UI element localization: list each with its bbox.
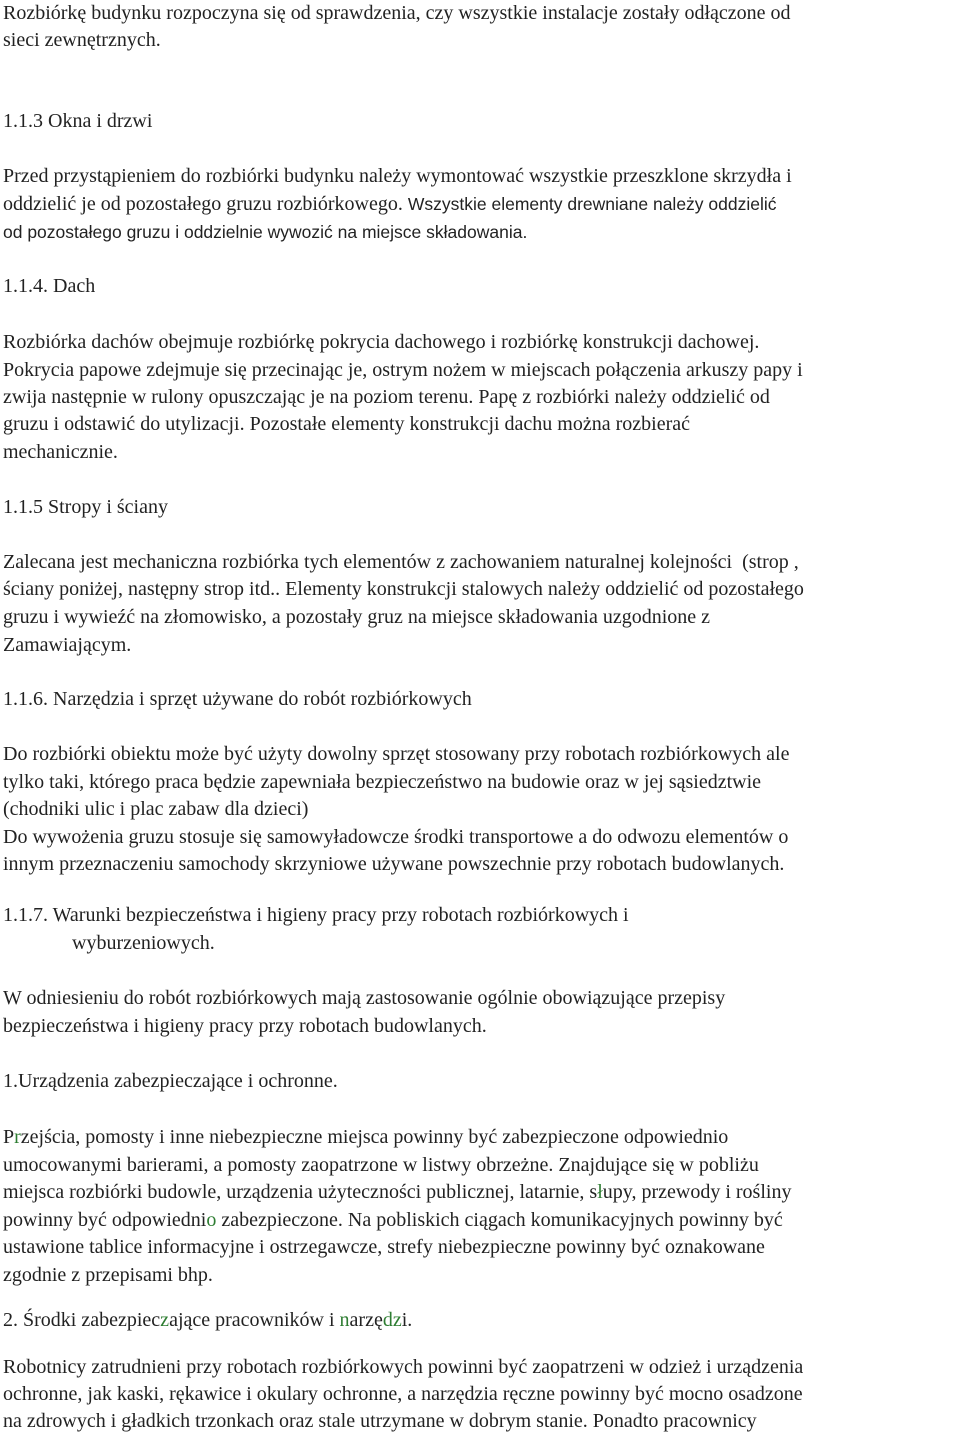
section-heading: 1.1.5 Stropy i ściany	[3, 496, 168, 518]
paragraph-line: zgodnie z przepisami bhp.	[3, 1264, 213, 1286]
paragraph-line: Zamawiającym.	[3, 634, 132, 656]
paragraph-line: gruzu i wywieźć na złomowisko, a pozostały gruz na miejsce składowania uzgodnione z	[3, 606, 711, 628]
paragraph-line: Przed przystąpieniem do rozbiórki budynku należy wymontować wszystkie przeszklone skrzydła i	[3, 165, 792, 187]
text-run: i.	[401, 1309, 413, 1331]
paragraph-line: od pozostałego gruzu i oddzielnie wywozić na miejsce składowania.	[3, 222, 528, 242]
paragraph-line: sieci zewnętrznych.	[3, 29, 161, 51]
text-run: P	[3, 1126, 15, 1148]
paragraph-line: Rozbiórkę budynku rozpoczyna się od sprawdzenia, czy wszystkie instalacje zostały odłączone od	[3, 2, 791, 24]
text-run: miejsca rozbiórki budowle, urządzenia użyteczności publicznej, latarnie, s	[3, 1181, 598, 1203]
text-run: gruzu i odstawić do utylizacji.	[3, 413, 250, 435]
paragraph-line	[3, 411, 690, 437]
text-run: oddzielić je od pozostałego gruzu rozbiórkowego.	[3, 193, 408, 215]
section-heading	[3, 1307, 412, 1333]
paragraph-line: Do rozbiórki obiektu może być użyty dowolny sprzęt stosowany przy robotach rozbiórkowych ale	[3, 743, 790, 765]
paragraph-line: umocowanymi barierami, a pomosty zaopatrzone w listwy obrzeżne. Znajdujące się w pobliżu	[3, 1154, 759, 1176]
section-heading: 1.1.3 Okna i drzwi	[3, 110, 153, 132]
text-run: zejścia, pomosty i inne niebezpieczne miejsca powinny być zabezpieczone odpowiednio	[20, 1126, 729, 1148]
text-run: Papę z rozbiórki należy oddzielić od	[478, 386, 770, 408]
text-run: powinny być odpowiedni	[3, 1209, 207, 1231]
paragraph-line: tylko taki, którego praca będzie zapewniała bezpieczeństwo na budowie oraz w jej sąsiedztwie	[3, 771, 762, 793]
paragraph-line: ściany poniżej, następny strop itd.. Elementy konstrukcji stalowych należy oddzielić od pozostałego	[3, 578, 804, 600]
text-run: zabezpieczone. Na pobliskich ciągach komunikacyjnych powinny być	[216, 1209, 783, 1231]
paragraph-line: ustawione tablice informacyjne i ostrzegawcze, strefy niebezpieczne powinny być oznakowane	[3, 1236, 765, 1258]
paragraph-line: (chodniki ulic i plac zabaw dla dzieci)	[3, 798, 309, 820]
paragraph-line	[3, 1124, 728, 1150]
paragraph-line: Pokrycia papowe zdejmuje się przecinając je, ostrym nożem w miejscach połączenia arkuszy papy i	[3, 359, 803, 381]
text-run: 2. Środki zabezpiec	[3, 1309, 161, 1331]
text-run: Wszystkie elementy drewniane należy oddzielić	[407, 194, 777, 214]
text-run: Pozostałe elementy konstrukcji dachu można rozbierać	[249, 413, 690, 435]
green-text-run: r	[14, 1126, 21, 1148]
paragraph-line: W odniesieniu do robót rozbiórkowych mają zastosowanie ogólnie obowiązujące przepisy	[3, 987, 726, 1009]
section-heading: 1.Urządzenia zabezpieczające i ochronne.	[3, 1070, 338, 1092]
paragraph-line: ochronne, jak kaski, rękawice i okulary ochronne, a narzędzia ręczne powinny być mocno osadzone	[3, 1383, 803, 1405]
paragraph-line: mechanicznie.	[3, 441, 118, 463]
paragraph-line: bezpieczeństwa i higieny pracy przy robotach budowlanych.	[3, 1015, 487, 1037]
text-run: arzę	[349, 1309, 383, 1331]
text-run: upy, przewody i rośliny	[602, 1181, 792, 1203]
section-heading: 1.1.6. Narzędzia i sprzęt używane do robót rozbiórkowych	[3, 688, 472, 710]
green-text-run: ł	[597, 1181, 603, 1203]
paragraph-line	[3, 384, 770, 410]
paragraph-line: na zdrowych i gładkich trzonkach oraz stale utrzymane w dobrym stanie. Ponadto pracownicy	[3, 1410, 757, 1432]
text-run: ające pracowników i	[169, 1309, 340, 1331]
paragraph-line	[3, 1179, 791, 1205]
green-text-run: n	[339, 1309, 350, 1331]
green-text-run: dz	[382, 1309, 402, 1331]
section-heading: wyburzeniowych.	[72, 932, 215, 954]
paragraph-line	[3, 191, 777, 217]
paragraph-line: Robotnicy zatrudnieni przy robotach rozbiórkowych powinni być zaopatrzeni w odzież i urządzenia	[3, 1356, 804, 1378]
section-heading: 1.1.7. Warunki bezpieczeństwa i higieny pracy przy robotach rozbiórkowych i	[3, 904, 629, 926]
paragraph-line: Zalecana jest mechaniczna rozbiórka tych elementów z zachowaniem naturalnej kolejności (strop ,	[3, 551, 799, 573]
paragraph-line: Do wywożenia gruzu stosuje się samowyładowcze środki transportowe a do odwozu elementów o	[3, 826, 789, 848]
paragraph-line	[3, 1207, 783, 1233]
text-run: zwija następnie w rulony opuszczając je na poziom terenu.	[3, 386, 479, 408]
green-text-run: o	[206, 1209, 217, 1231]
green-text-run: z	[160, 1309, 170, 1331]
paragraph-line: innym przeznaczeniu samochody skrzyniowe używane powszechnie przy robotach budowlanych.	[3, 853, 785, 875]
paragraph-line: Rozbiórka dachów obejmuje rozbiórkę pokrycia dachowego i rozbiórkę konstrukcji dachowej.	[3, 331, 760, 353]
section-heading: 1.1.4. Dach	[3, 275, 96, 297]
